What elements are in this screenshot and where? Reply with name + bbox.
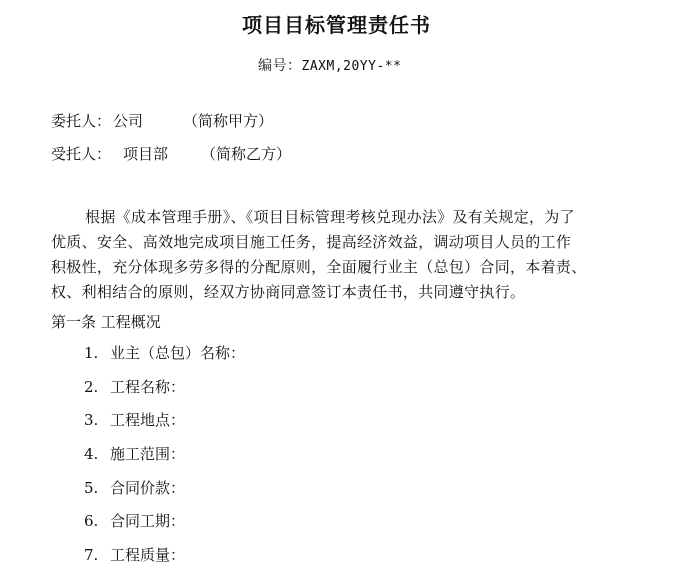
party-b-alias: （简称乙方） <box>201 145 292 163</box>
list-item-label: 施工范围： <box>110 445 186 464</box>
list-item <box>84 476 245 510</box>
list-item-number: 5. <box>84 478 99 497</box>
list-item-number: 3. <box>84 411 99 430</box>
intro-line: 权、利相结合的原则，经双方协商同意签订本责任书，共同遵守执行。 <box>51 283 526 301</box>
party-a-label: 委托人： <box>51 112 112 130</box>
list-item-label: 工程名称： <box>110 377 186 396</box>
party-a-name: 公司 <box>113 112 144 130</box>
article-heading: 第一条 工程概况 <box>51 313 161 331</box>
list-item <box>84 375 245 409</box>
list-item <box>84 543 245 577</box>
list-item-label: 业主（总包）名称： <box>110 344 246 362</box>
list-item <box>84 408 245 442</box>
party-a-line <box>51 110 273 131</box>
list-item-label: 工程地点： <box>110 411 186 430</box>
project-overview-list <box>84 341 245 577</box>
list-item <box>84 509 245 543</box>
document-number-value: ZAXM,20YY-** <box>301 59 402 74</box>
document-number-label: 编号： <box>258 58 302 74</box>
list-item-label: 合同价款： <box>110 478 186 497</box>
party-b-label: 受托人： <box>51 145 112 163</box>
party-b-name: 项目部 <box>123 145 169 163</box>
document-title: 项目目标管理责任书 <box>242 13 431 37</box>
list-item-number: 6. <box>84 512 99 531</box>
list-item-label: 工程质量： <box>110 546 186 565</box>
list-item <box>84 341 245 375</box>
list-item-number: 4. <box>84 445 99 464</box>
list-item-number: 2. <box>84 377 99 396</box>
list-item-number: 7. <box>84 546 99 565</box>
intro-line: 根据《成本管理手册》、《项目目标管理考核兑现办法》及有关规定，为了 <box>85 208 575 226</box>
intro-line: 优质、安全、高效地完成项目施工任务，提高经济效益，调动项目人员的工作 <box>51 233 572 251</box>
list-item <box>84 442 245 476</box>
party-a-alias: （简称甲方） <box>183 112 274 130</box>
document-number <box>258 55 401 75</box>
list-item-number: 1. <box>84 344 99 362</box>
intro-paragraph <box>51 205 611 305</box>
party-b-line <box>51 143 291 164</box>
list-item-label: 合同工期： <box>110 512 186 531</box>
intro-line: 积极性，充分体现多劳多得的分配原则，全面履行业主（总包）合同，本着责、 <box>51 258 587 276</box>
